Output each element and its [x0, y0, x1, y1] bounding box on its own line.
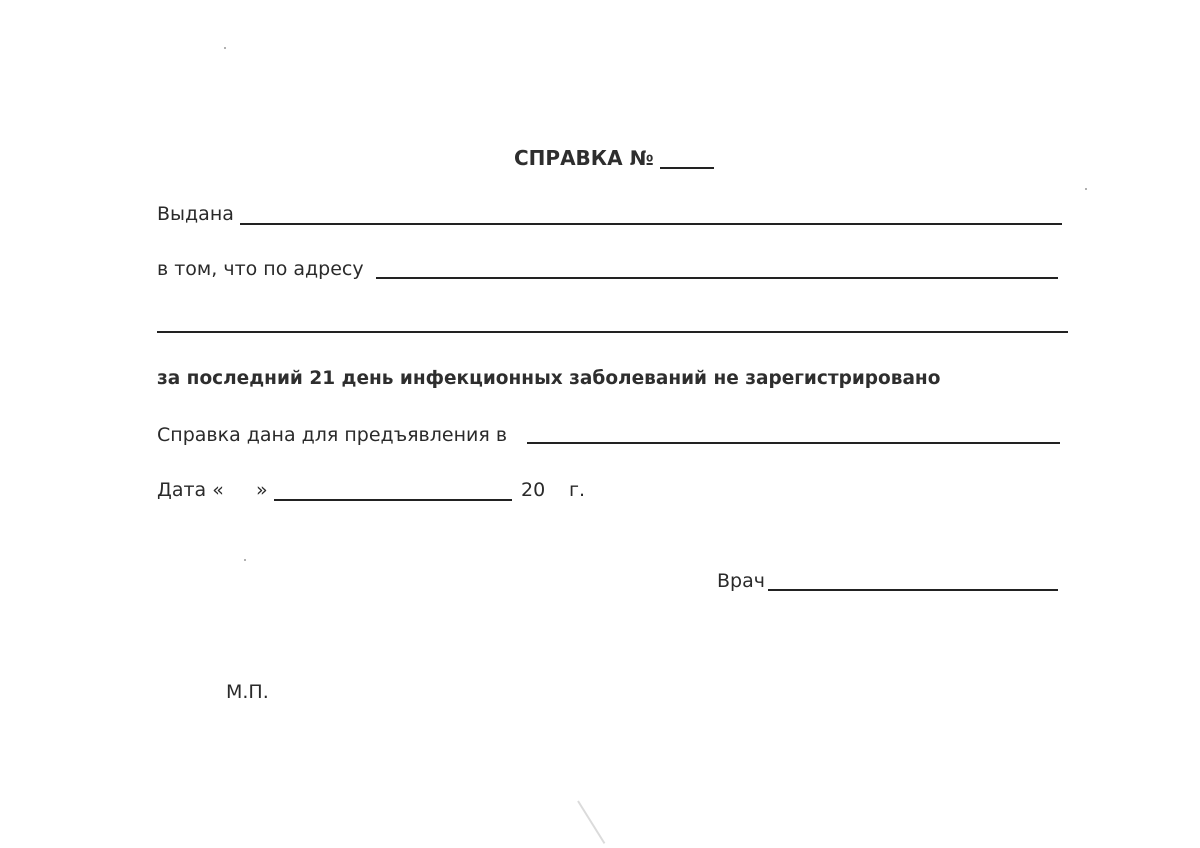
year-suffix: г. — [569, 479, 586, 501]
scan-speck — [224, 47, 226, 49]
certificate-number-field[interactable] — [660, 167, 714, 169]
document-title — [514, 146, 654, 170]
doctor-label: Врач — [717, 570, 765, 592]
presented-to-label: Справка дана для предъявления в — [157, 424, 508, 446]
date-label: Дата « — [157, 479, 224, 501]
presented-to-field[interactable] — [527, 442, 1060, 444]
scan-scratch — [577, 800, 605, 843]
address-field-continued[interactable] — [157, 331, 1068, 333]
statement-text: за последний 21 день инфекционных заболеваний не зарегистрировано — [157, 368, 941, 389]
doctor-signature-field[interactable] — [768, 589, 1058, 591]
date-close-quote: » — [256, 479, 268, 501]
scan-speck — [1085, 188, 1087, 190]
address-field[interactable] — [376, 277, 1058, 279]
scan-speck — [244, 559, 246, 561]
date-month-field[interactable] — [274, 499, 512, 501]
stamp-label: М.П. — [226, 681, 269, 703]
address-label: в том, что по адресу — [157, 258, 364, 280]
year-prefix: 20 — [521, 479, 546, 501]
title-text: СПРАВКА № — [514, 146, 654, 170]
issued-to-field[interactable] — [240, 223, 1062, 225]
issued-to-label: Выдана — [157, 203, 234, 225]
